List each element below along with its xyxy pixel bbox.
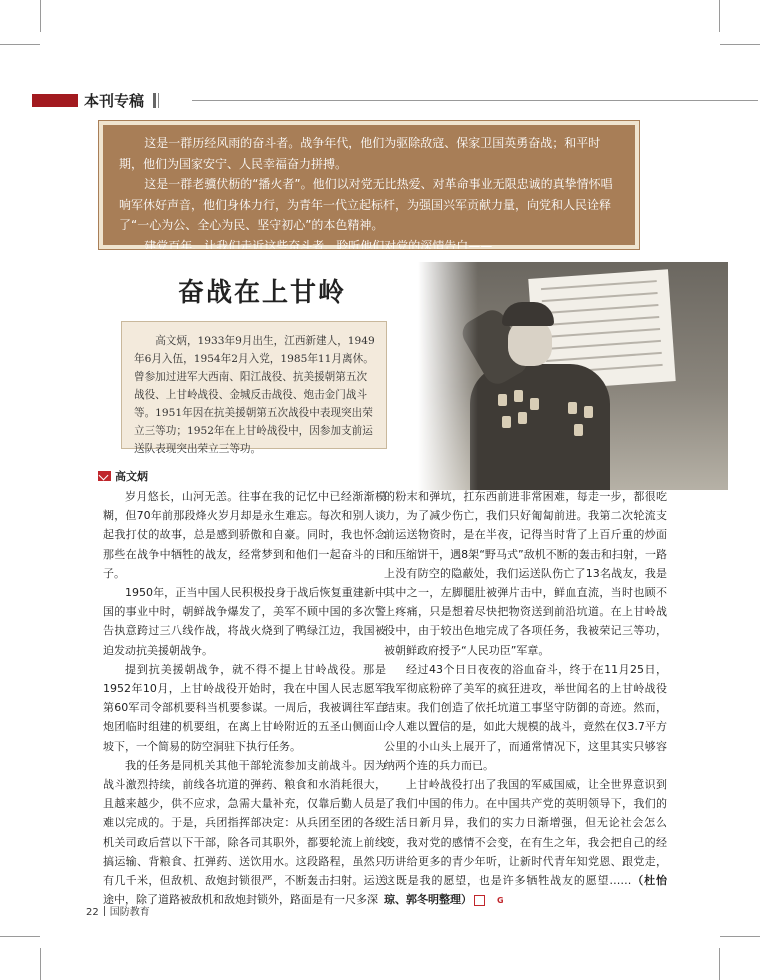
body-paragraph: 的粉末和弹坑，扛东西前进非常困难，每走一步，都很吃力，为了减少伤亡，我们只好匍匐前进。我第二次轮流支前运送物资时，是在半夜，记得当时背了上百斤重的炒面和压缩饼干，遇8架“野马式”敌机不断的轰击和扫射，一路上没有防空的隐蔽处，我们运送队伤亡了13名战友，我是其中之一，左脚腿肚被弹片击中，鲜血直流，当时也顾不上疼痛，只是想着尽快把物资送到前沿坑道。在上甘岭战役中，由于较出色地完成了各项任务，我被荣记三等功，被朝鲜政府授予“人民功臣”军章。 [384, 490, 667, 657]
body-paragraph: 经过43个日日夜夜的浴血奋斗，终于在11月25日，我军彻底粉碎了美军的疯狂进攻，举世闻名的上甘岭战役结束。我们创造了依托坑道工事坚守防御的奇迹。然而，令人难以置信的是，如此大规模的战斗，竟然在仅3.7平方公里的小山头上展开了，而通常情况下，这里其实只够容纳两个连的兵力而已。 [384, 662, 667, 772]
crop-mark [719, 0, 720, 32]
photo-figure-cap [502, 302, 554, 326]
article-headline: 奋战在上甘岭 [178, 278, 347, 308]
crop-mark [0, 936, 40, 937]
body-paragraph: 我的任务是同机关其他干部轮流参加支前战斗。因为战斗激烈持续，前线各坑道的弹药、粮食和水消耗很大，且越来越少，供不应求，急需大量补充，仅靠后勤人员是难以完成的。于是，兵团指挥部决定：从兵团至团的各级机关司政后营以下干部，除各司其职外，都要轮流上前线搞运输、背粮食、扛弹药、送饮用水。这段路程，虽然只有几千米，但敌机、敌炮封锁很严，不断轰击扫射。运送途中，除了道路被敌机和敌炮封锁外，路面是有一尺多深 [103, 758, 386, 907]
crop-mark [720, 44, 760, 45]
intro-paragraph: 这是一群老骥伏枥的“播火者”。他们以对党无比热爱、对革命事业无限忠诚的真挚情怀唱响军休好声音，他们身体力行，为青年一代立起标杆，为强国兴军贡献力量，向党和人民诠释了“一心为公、全心为民、坚守初心”的本色精神。 [119, 177, 613, 233]
body-paragraph: 1950年，正当中国人民积极投身于战后恢复重建新中国的事业中时，朝鲜战争爆发了，美军不顾中国的多次警告执意跨过三八线作战，将战火烧到了鸭绿江边，我国被迫发动抗美援朝战争。 [103, 586, 386, 657]
intro-paragraph: 这是一群历经风雨的奋斗者。战争年代，他们为驱除敌寇、保家卫国英勇奋战；和平时期，他们为国家安宁、人民幸福奋力拼搏。 [119, 136, 601, 171]
page-footer [86, 903, 150, 918]
medal-icon [568, 402, 577, 414]
author-name: 高文炳 [115, 470, 148, 483]
mail-icon [98, 471, 111, 481]
intro-box [99, 121, 639, 253]
medal-icon [518, 412, 527, 424]
medal-icon [502, 416, 511, 428]
veteran-photo [418, 262, 728, 490]
magazine-name: 国防教育 [109, 907, 150, 918]
editor-signature: （杜怡琼、郭冬明整理） [384, 874, 668, 907]
section-accent-bar [32, 94, 78, 107]
body-paragraph: 提到抗美援朝战争，就不得不提上甘岭战役。那是1952年10月，上甘岭战役开始时，我在中国人民志愿军第60军司令部机要科当机要参谋。一周后，我被调往军直炮团临时组建的机要组，在离上甘岭附近的五圣山侧面山坡下，一个简易的防空洞驻下执行任务。 [103, 662, 386, 753]
medal-icon [584, 406, 593, 418]
photo-figure-head [508, 320, 552, 366]
crop-mark [0, 44, 40, 45]
intro-paragraph: 建党百年，让我们走近这些奋斗者，聆听他们对党的深情告白—— [144, 238, 493, 253]
bio-box [121, 321, 387, 455]
body-paragraph [384, 775, 667, 909]
medal-icon [514, 390, 523, 402]
footer-divider [104, 906, 105, 916]
end-mark-icon: G [474, 895, 485, 906]
body-paragraph: 岁月悠长，山河无恙。往事在我的记忆中已经渐渐模糊，但70年前那段烽火岁月却是永生难忘。每次和别人谈起我打仗的故事，总是感到骄傲和自豪。同时，我也怀念那些在战争中牺牲的战友，经常梦到和他们一起奋斗的日子。 [103, 490, 386, 580]
right-column [384, 487, 667, 909]
medal-icon [574, 424, 583, 436]
section-title: 本刊专稿 [84, 92, 145, 110]
crop-mark [719, 948, 720, 980]
bio-text: 高文炳，1933年9月出生，江西新建人，1949年6月入伍，1954年2月入党，1985年11月离休。曾参加过进军大西南、阳江战役、抗美援朝第五次战役、上甘岭战役、金城反击战役、炮击金门战斗等。1951年因在抗美援朝第五次战役中表现突出荣立三等功；1952年在上甘岭战役中，因参加支前运送队表现突出荣立三等功。 [134, 335, 375, 455]
crop-mark [40, 0, 41, 32]
body-paragraph-text: 上甘岭战役打出了我国的军威国威，让全世界意识到了我们中国的伟力。在中国共产党的英明领导下，我们的生活日新月异，我们的实力日渐增强，但无论社会怎么变，我对党的感情不会变，在有生之年，我会把自己的经历讲给更多的青少年听，让新时代青年知党恩、跟党走，这既是我的愿望，也是许多牺牲战友的愿望…… [384, 778, 667, 888]
section-divider [153, 93, 156, 108]
left-column [103, 487, 386, 909]
section-rule [192, 100, 758, 101]
crop-mark [720, 936, 760, 937]
photo-fade [418, 262, 478, 490]
medal-icon [530, 398, 539, 410]
section-header [32, 90, 728, 112]
crop-mark [40, 948, 41, 980]
section-divider [158, 93, 159, 108]
photo-figure-body [470, 364, 610, 490]
page-number: 22 [86, 907, 99, 918]
medal-icon [498, 394, 507, 406]
